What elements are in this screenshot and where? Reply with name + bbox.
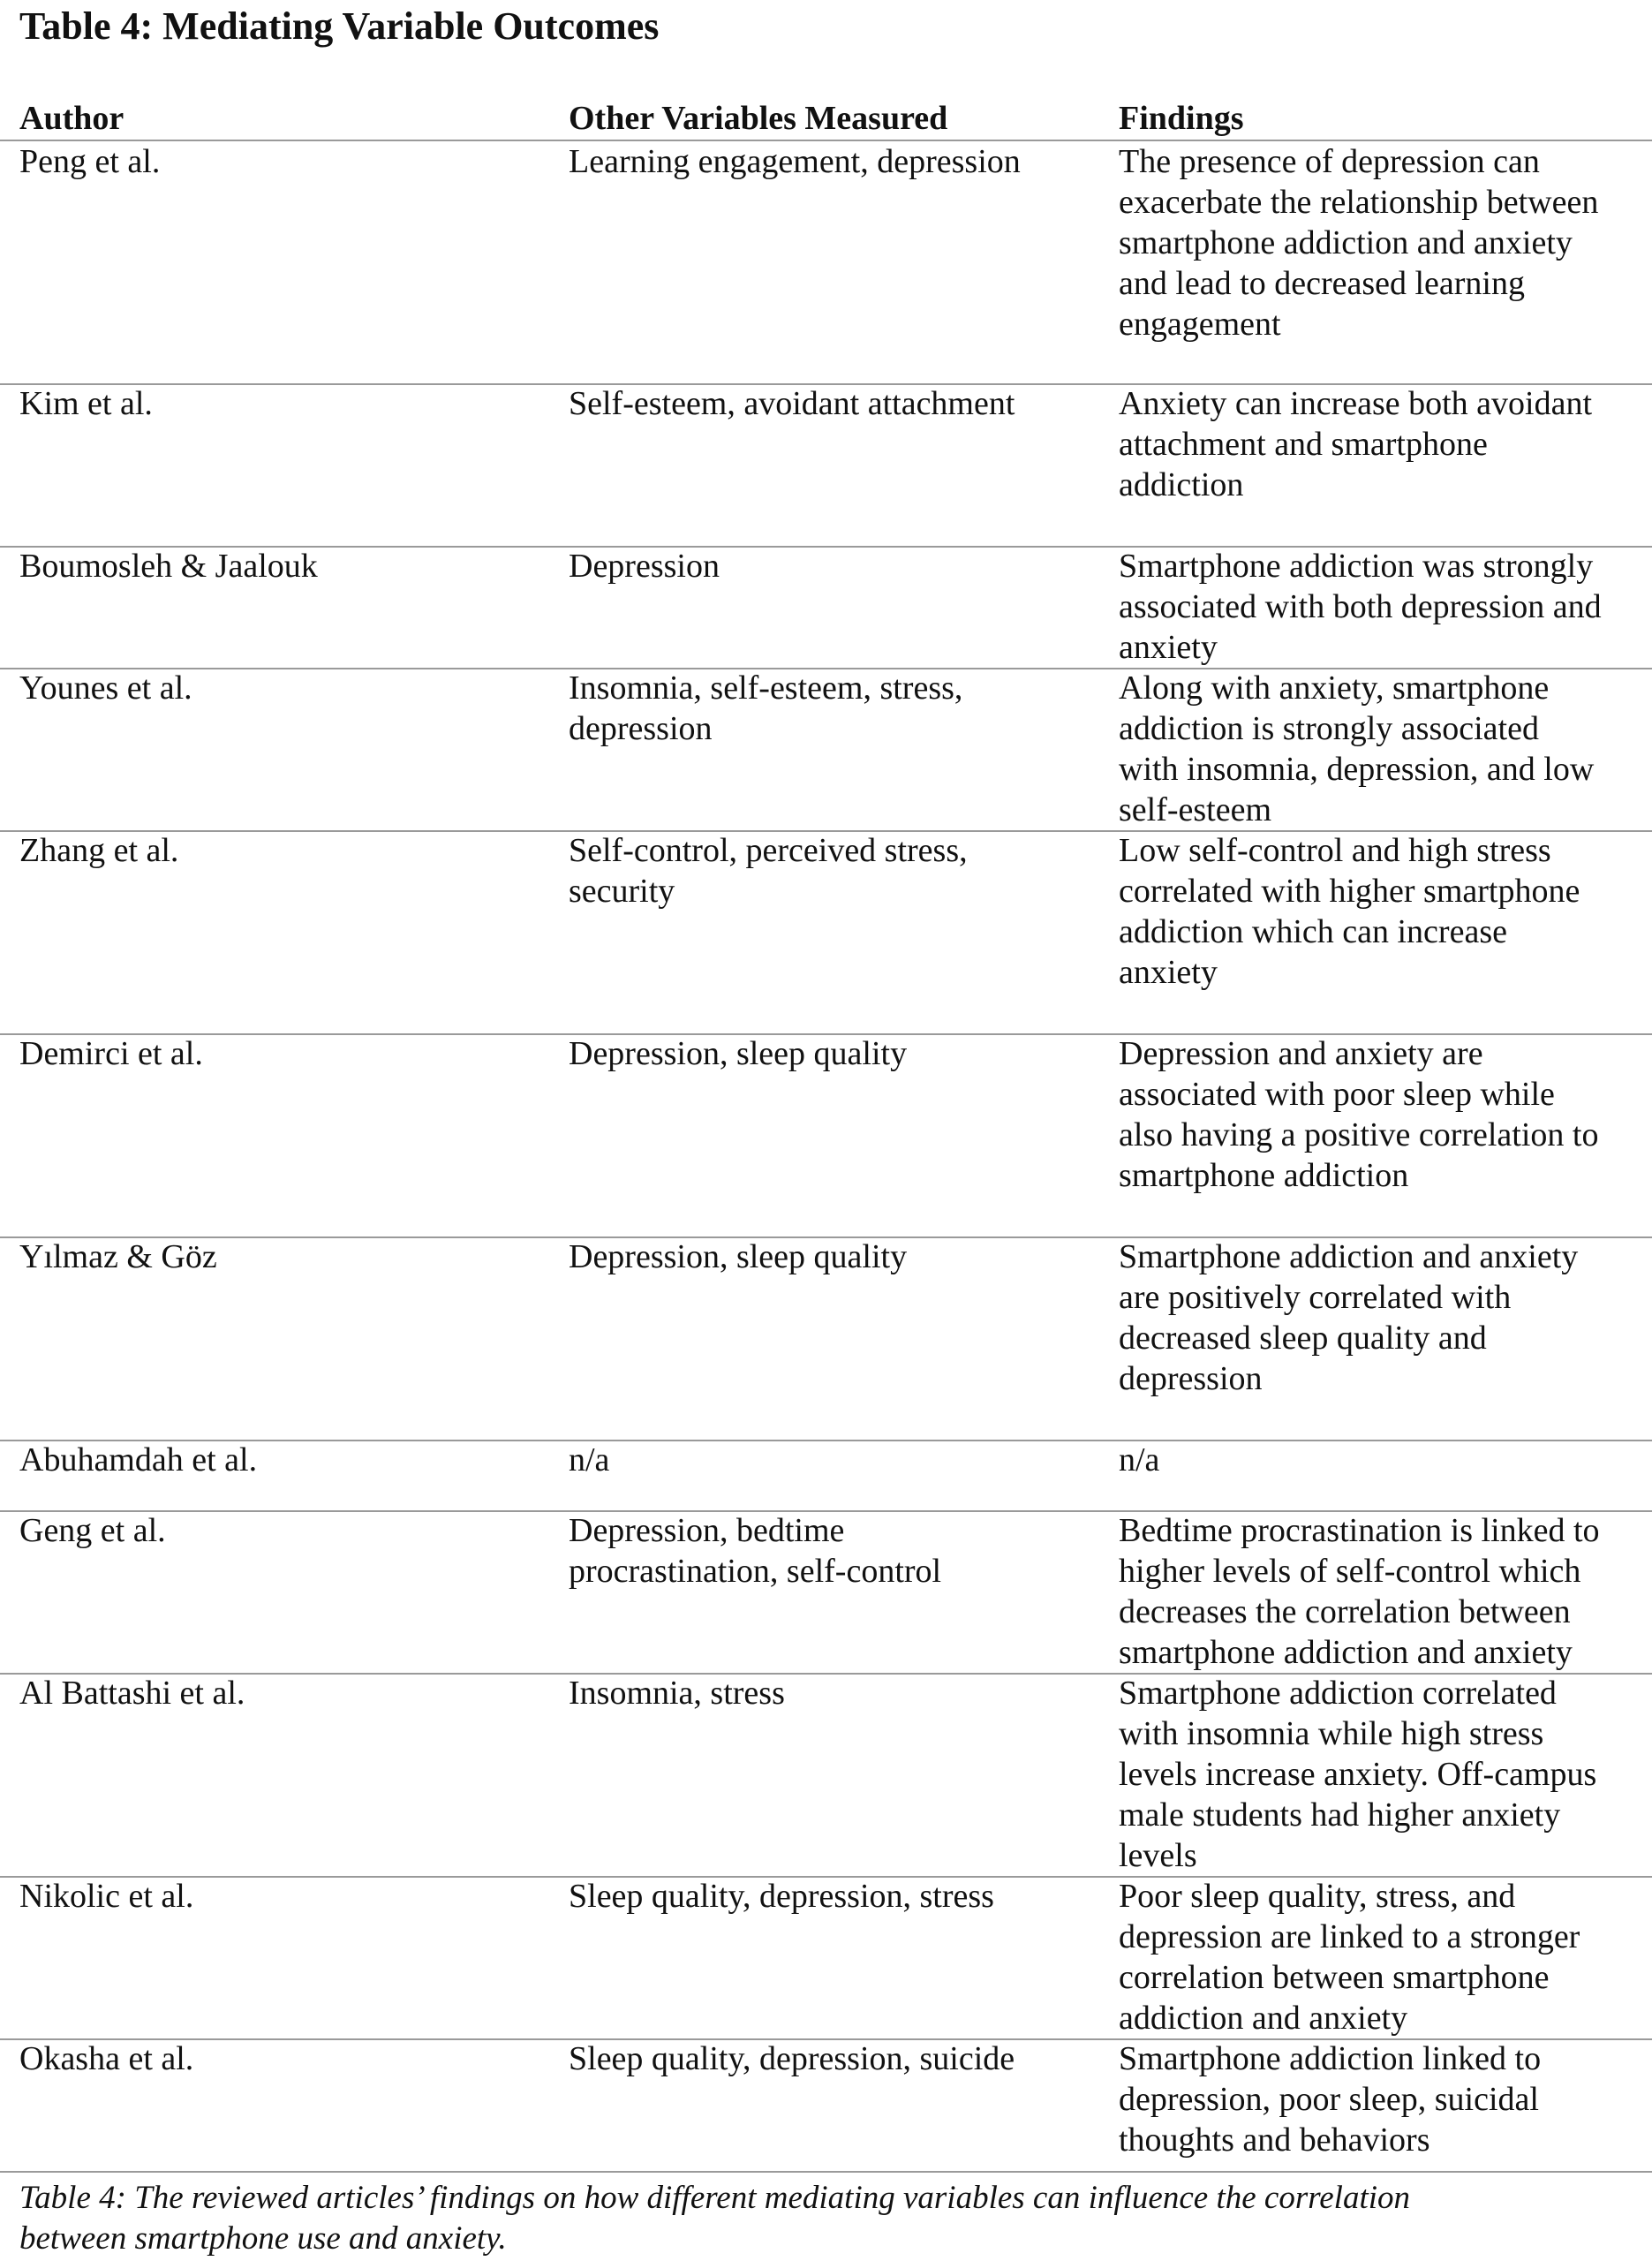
variables-cell — [569, 546, 1116, 586]
findings-line: and lead to decreased learning — [1119, 265, 1525, 302]
findings-line: exacerbate the relationship between — [1119, 184, 1599, 221]
findings-line: levels increase anxiety. Off-campus — [1119, 1756, 1597, 1793]
variables-line: Insomnia, stress — [569, 1675, 785, 1712]
variables-line: Depression — [569, 548, 720, 585]
author-cell: Kim et al. — [19, 385, 153, 422]
author-cell: Zhang et al. — [19, 832, 179, 869]
variables-line: Depression, sleep quality — [569, 1035, 908, 1072]
author-cell: Younes et al. — [19, 669, 192, 707]
findings-line: correlated with higher smartphone — [1119, 873, 1580, 910]
findings-line: depression — [1119, 1360, 1263, 1397]
findings-cell — [1119, 1673, 1648, 1876]
variables-cell — [569, 1440, 1116, 1480]
findings-line: with insomnia while high stress — [1119, 1715, 1544, 1752]
table-row — [0, 1510, 1652, 1675]
findings-line: smartphone addiction — [1119, 1157, 1409, 1194]
variables-line: Depression, bedtime — [569, 1512, 845, 1549]
findings-line: correlation between smartphone — [1119, 1959, 1550, 1996]
variables-line: Sleep quality, depression, suicide — [569, 2040, 1015, 2077]
table-row — [0, 830, 1652, 1035]
findings-cell — [1119, 830, 1648, 993]
variables-line: Learning engagement, depression — [569, 143, 1021, 180]
findings-cell — [1119, 2038, 1648, 2160]
findings-line: Low self-control and high stress — [1119, 832, 1551, 869]
findings-line: self-esteem — [1119, 791, 1272, 828]
variables-cell — [569, 1033, 1116, 1074]
variables-line: security — [569, 873, 675, 910]
findings-line: anxiety — [1119, 954, 1218, 991]
variables-line: procrastination, self-control — [569, 1553, 942, 1590]
findings-cell — [1119, 383, 1648, 505]
findings-line: decreased sleep quality and — [1119, 1320, 1487, 1357]
findings-line: with insomnia, depression, and low — [1119, 751, 1595, 788]
findings-line: Bedtime procrastination is linked to — [1119, 1512, 1600, 1549]
findings-line: The presence of depression can — [1119, 143, 1540, 180]
findings-cell — [1119, 1440, 1648, 1480]
findings-line: addiction is strongly associated — [1119, 710, 1539, 747]
caption-line: Table 4: The reviewed articles’ findings on how different mediating variables can influence the correlation — [19, 2180, 1411, 2216]
table-row — [0, 1673, 1652, 1878]
variables-cell — [569, 830, 1116, 911]
author-cell: Demirci et al. — [19, 1035, 203, 1072]
author-cell: Okasha et al. — [19, 2040, 194, 2077]
findings-cell — [1119, 668, 1648, 830]
findings-line: higher levels of self-control which — [1119, 1553, 1581, 1590]
findings-line: attachment and smartphone — [1119, 426, 1488, 463]
author-cell: Nikolic et al. — [19, 1878, 194, 1915]
variables-cell — [569, 1510, 1116, 1592]
findings-line: anxiety — [1119, 629, 1218, 666]
findings-line: smartphone addiction and anxiety — [1119, 224, 1573, 261]
findings-line: associated with both depression and — [1119, 588, 1602, 625]
table-row — [0, 1236, 1652, 1441]
variables-cell — [569, 1236, 1116, 1277]
table-row — [0, 668, 1652, 832]
table-header — [0, 97, 1652, 141]
findings-line: Poor sleep quality, stress, and — [1119, 1878, 1516, 1915]
findings-line: male students had higher anxiety — [1119, 1796, 1561, 1834]
findings-line: also having a positive correlation to — [1119, 1116, 1599, 1153]
author-cell: Yılmaz & Göz — [19, 1238, 217, 1275]
findings-cell — [1119, 1510, 1648, 1673]
author-cell: Peng et al. — [19, 143, 161, 180]
table-row — [0, 2038, 1652, 2173]
table-row — [0, 1440, 1652, 1512]
author-cell: Abuhamdah et al. — [19, 1441, 258, 1478]
table-row — [0, 1876, 1652, 2040]
variables-line: Insomnia, self-esteem, stress, — [569, 669, 963, 707]
variables-cell — [569, 2038, 1116, 2079]
table-row — [0, 546, 1652, 669]
findings-line: Anxiety can increase both avoidant — [1119, 385, 1593, 422]
variables-line: Sleep quality, depression, stress — [569, 1878, 994, 1915]
column-header-author: Author — [19, 100, 124, 137]
findings-cell — [1119, 1876, 1648, 2038]
findings-line: decreases the correlation between — [1119, 1593, 1571, 1630]
variables-line: Self-esteem, avoidant attachment — [569, 385, 1015, 422]
variables-line: depression — [569, 710, 713, 747]
findings-line: addiction which can increase — [1119, 913, 1507, 950]
findings-line: Depression and anxiety are — [1119, 1035, 1483, 1072]
findings-line: Smartphone addiction was strongly — [1119, 548, 1594, 585]
findings-cell — [1119, 1236, 1648, 1399]
variables-line: Depression, sleep quality — [569, 1238, 908, 1275]
findings-line: thoughts and behaviors — [1119, 2121, 1430, 2159]
column-header-variables: Other Variables Measured — [569, 100, 948, 137]
findings-line: engagement — [1119, 306, 1281, 343]
table-row — [0, 1033, 1652, 1238]
variables-cell — [569, 1876, 1116, 1917]
author-cell: Geng et al. — [19, 1512, 166, 1549]
column-header-findings: Findings — [1119, 100, 1244, 137]
findings-cell — [1119, 546, 1648, 668]
findings-line: Smartphone addiction correlated — [1119, 1675, 1557, 1712]
variables-cell — [569, 1673, 1116, 1713]
table-row — [0, 383, 1652, 548]
variables-cell — [569, 668, 1116, 749]
variables-line: Self-control, perceived stress, — [569, 832, 968, 869]
findings-line: depression are linked to a stronger — [1119, 1918, 1580, 1955]
findings-line: addiction and anxiety — [1119, 2000, 1408, 2037]
findings-line: depression, poor sleep, suicidal — [1119, 2081, 1539, 2118]
variables-cell — [569, 141, 1116, 182]
findings-cell — [1119, 1033, 1648, 1196]
table-caption — [19, 2178, 1626, 2259]
findings-line: addiction — [1119, 466, 1244, 503]
findings-line: Along with anxiety, smartphone — [1119, 669, 1550, 707]
table-title: Table 4: Mediating Variable Outcomes — [19, 4, 660, 48]
findings-line: are positively correlated with — [1119, 1279, 1512, 1316]
findings-line: n/a — [1119, 1441, 1160, 1478]
caption-line: between smartphone use and anxiety. — [19, 2220, 507, 2257]
variables-cell — [569, 383, 1116, 424]
findings-line: Smartphone addiction linked to — [1119, 2040, 1542, 2077]
findings-line: Smartphone addiction and anxiety — [1119, 1238, 1579, 1275]
table-row — [0, 141, 1652, 385]
findings-line: smartphone addiction and anxiety — [1119, 1634, 1573, 1671]
findings-line: associated with poor sleep while — [1119, 1076, 1555, 1113]
findings-cell — [1119, 141, 1648, 344]
author-cell: Al Battashi et al. — [19, 1675, 245, 1712]
findings-line: levels — [1119, 1837, 1197, 1874]
variables-line: n/a — [569, 1441, 610, 1478]
author-cell: Boumosleh & Jaalouk — [19, 548, 318, 585]
